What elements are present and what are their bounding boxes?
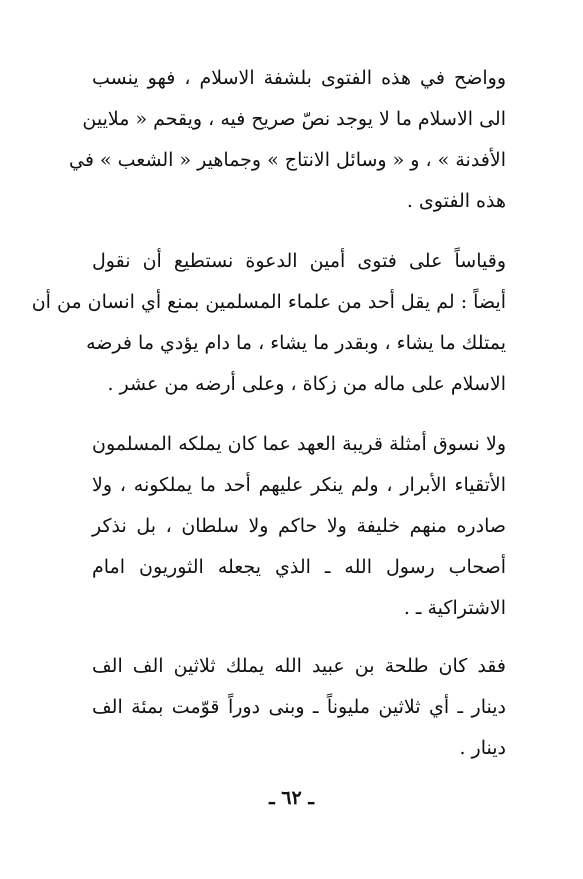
paragraph-line: الاسلام على ماله من زكاة ، وعلى أرضه من عشر . [107, 373, 506, 395]
paragraph-line: فقد كان طلحة بن عبيد الله يملك ثلاثين الف الف [92, 655, 506, 677]
paragraph-line: دينار ـ أي ثلاثين مليوناً ـ وبنى دوراً قوّمت بمئة الف [92, 696, 506, 718]
paragraph-line: هذه الفتوى . [406, 190, 506, 212]
paragraph-line: يمتلك ما يشاء ، وبقدر ما يشاء ، ما دام يؤدي ما فرضه [86, 332, 506, 354]
paragraph-4 [92, 646, 506, 769]
paragraph-line: ولا نسوق أمثلة قريبة العهد عما كان يملكه المسلمون [92, 433, 506, 455]
page-number: ـ ٦٢ ـ [269, 787, 314, 809]
paragraph-line: وواضح في هذه الفتوى بلشفة الاسلام ، فهو ينسب [92, 67, 506, 89]
paragraph-line: الاشتراكية ـ . [403, 597, 506, 619]
paragraph-line: وقياساً على فتوى أمين الدعوة نستطيع أن نقول [92, 250, 506, 272]
paragraph-line: أيضاً : لم يقل أحد من علماء المسلمين بمنع أي انسان من أن [31, 291, 506, 313]
paragraph-line: الأتقياء الأبرار ، ولم ينكر عليهم أحد ما يملكونه ، ولا [92, 474, 506, 496]
paragraph-line: الى الاسلام ما لا يوجد نصّ صريح فيه ، ويقحم « ملايين [82, 108, 506, 130]
paragraph-line: دينار . [459, 737, 506, 759]
paragraph-line: الأفدنة » ، و « وسائل الانتاج » وجماهير « الشعب » في [69, 149, 506, 171]
paragraph-line: صادره منهم خليفة ولا حاكم ولا سلطان ، بل نذكر [92, 515, 506, 537]
paragraph-line: أصحاب رسول الله ـ الذي يجعله الثوريون امام [92, 556, 506, 578]
paragraph-3 [92, 424, 506, 629]
paragraph-1 [69, 58, 506, 222]
paragraph-2 [31, 241, 506, 405]
